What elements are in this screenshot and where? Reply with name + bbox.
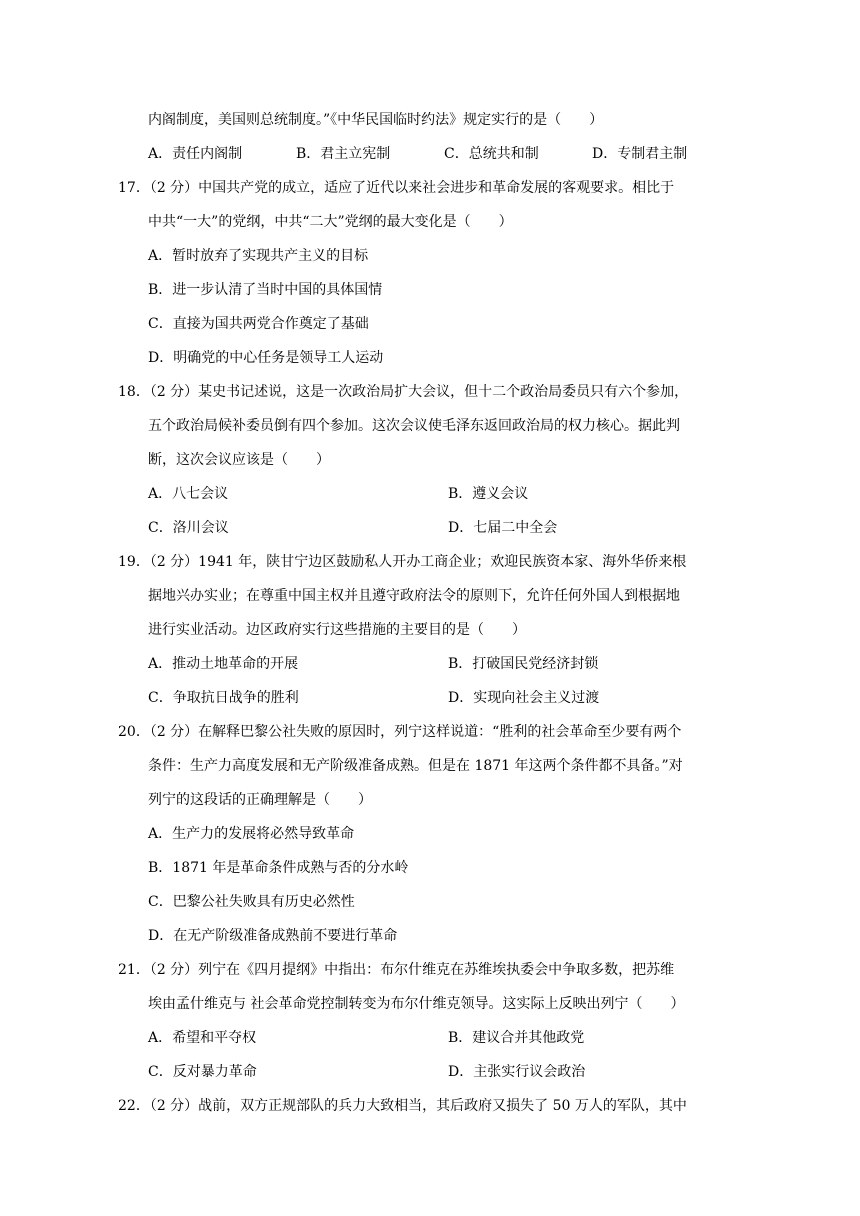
q20-option-d: D．在无产阶级准备成熟前不要进行革命 xyxy=(148,928,398,944)
q19-option-a: A．推动土地革命的开展 xyxy=(148,656,299,672)
q18-stem-line-2: 五个政治局候补委员倒有四个参加。这次会议使毛泽东返回政治局的权力核心。据此判 xyxy=(148,418,680,434)
q17-option-a: A．暂时放弃了实现共产主义的目标 xyxy=(148,248,369,264)
q17-stem-line-2: 中共“一大”的党纲，中共“二大”党纲的最大变化是（ ） xyxy=(148,214,513,230)
q21-option-b: B．建议合并其他政党 xyxy=(448,1030,585,1046)
q16-option-a: A．责任内阁制 xyxy=(148,146,243,162)
q21-stem-line-2: 埃由孟什维克与 社会革命党控制转变为布尔什维克领导。这实际上反映出列宁（ ） xyxy=(148,996,685,1012)
q20-stem-line-3: 列宁的这段话的正确理解是（ ） xyxy=(148,792,372,808)
q19-stem-line-3: 进行实业活动。边区政府实行这些措施的主要目的是（ ） xyxy=(148,622,526,638)
q18-option-c: C．洛川会议 xyxy=(148,520,229,536)
q18-option-d: D．七届二中全会 xyxy=(448,520,558,536)
q17-option-c: C．直接为国共两党合作奠定了基础 xyxy=(148,316,369,332)
q21-option-c: C．反对暴力革命 xyxy=(148,1064,257,1080)
q16-stem-tail: 内阁制度，美国则总统制度。”《中华民国临时约法》规定实行的是（ ） xyxy=(148,112,604,128)
q16-option-c: C．总统共和制 xyxy=(444,146,539,162)
q16-option-d: D．专制君主制 xyxy=(592,146,688,162)
q19-stem-line-2: 据地兴办实业；在尊重中国主权并且遵守政府法令的原则下，允许任何外国人到根据地 xyxy=(148,588,680,604)
q20-option-c: C．巴黎公社失败具有历史必然性 xyxy=(148,894,355,910)
q21-option-d: D．主张实行议会政治 xyxy=(448,1064,586,1080)
q19-option-c: C．争取抗日战争的胜利 xyxy=(148,690,299,706)
q20-stem-line-2: 条件：生产力高度发展和无产阶级准备成熟。但是在 1871 年这两个条件都不具备。”对 xyxy=(148,758,683,774)
q17-option-b: B．进一步认清了当时中国的具体国情 xyxy=(148,282,383,298)
q18-option-b: B．遵义会议 xyxy=(448,486,529,502)
q19-option-b: B．打破国民党经济封锁 xyxy=(448,656,599,672)
q16-options xyxy=(148,144,748,164)
q19-option-d: D．实现向社会主义过渡 xyxy=(448,690,600,706)
q17-option-d: D．明确党的中心任务是领导工人运动 xyxy=(148,350,384,366)
q21-stem-line-1: 21．（2 分）列宁在《四月提纲》中指出：布尔什维克在苏维埃执委会中争取多数，把苏维 xyxy=(118,962,675,978)
q18-option-a: A．八七会议 xyxy=(148,486,229,502)
q18-stem-line-3: 断，这次会议应该是（ ） xyxy=(148,452,330,468)
q20-option-a: A．生产力的发展将必然导致革命 xyxy=(148,826,355,842)
q16-option-b: B．君主立宪制 xyxy=(296,146,391,162)
q18-stem-line-1: 18．（2 分）某史书记述说，这是一次政治局扩大会议，但十二个政治局委员只有六个参加， xyxy=(118,384,689,400)
q17-stem-line-1: 17．（2 分）中国共产党的成立，适应了近代以来社会进步和革命发展的客观要求。相比于 xyxy=(118,180,675,196)
q19-stem-line-1: 19．（2 分）1941 年，陕甘宁边区鼓励私人开办工商企业；欢迎民族资本家、海外华侨来根 xyxy=(118,554,687,570)
q21-option-a: A．希望和平夺权 xyxy=(148,1030,257,1046)
q20-option-b: B．1871 年是革命条件成熟与否的分水岭 xyxy=(148,860,409,876)
q22-stem-line-1: 22．（2 分）战前，双方正规部队的兵力大致相当，其后政府又损失了 50 万人的军队，其中 xyxy=(118,1098,687,1114)
q20-stem-line-1: 20．（2 分）在解释巴黎公社失败的原因时，列宁这样说道：“胜利的社会革命至少要有两个 xyxy=(118,724,682,740)
